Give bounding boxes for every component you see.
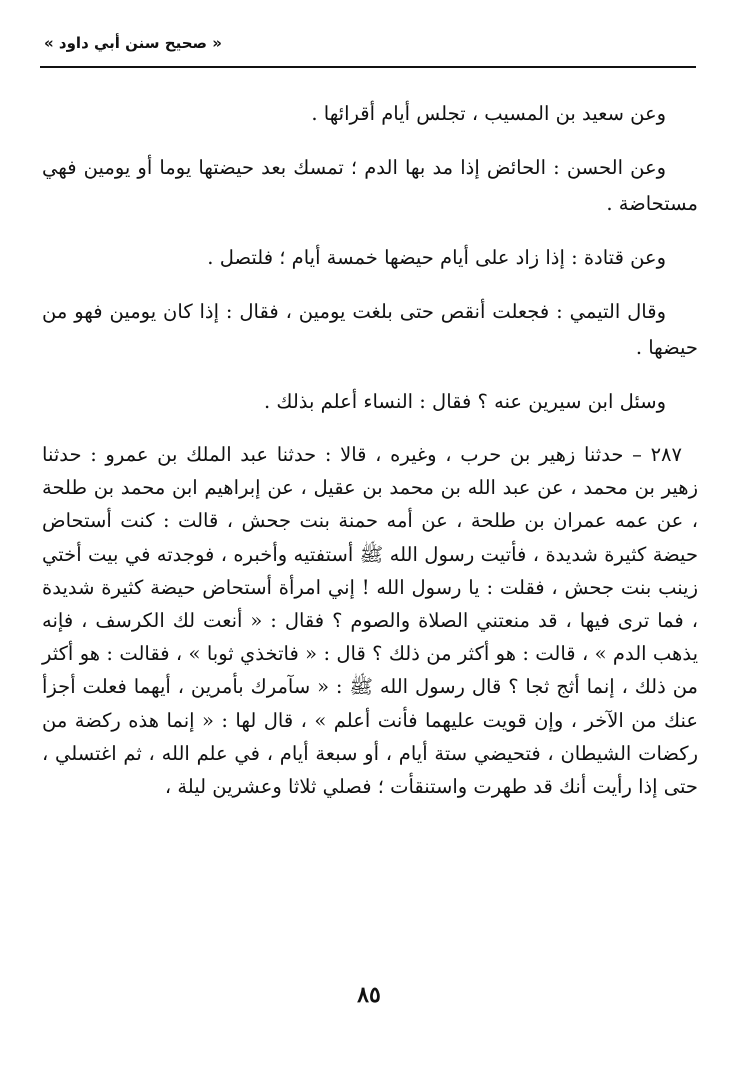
running-head: « صحيح سنن أبي داود »	[44, 34, 222, 52]
hadith-block	[42, 438, 698, 803]
paragraph-qatada: وعن قتادة : إذا زاد على أيام حيضها خمسة أيام ؛ فلتصل .	[207, 246, 666, 269]
hadith-number: ٢٨٧	[650, 443, 682, 466]
paragraph-hasan: وعن الحسن : الحائض إذا مد بها الدم ؛ تمسك بعد حيضتها يوما أو يومين فهي مستحاضة .	[42, 156, 698, 215]
paragraph-ibn-sirin: وسئل ابن سيرين عنه ؟ فقال : النساء أعلم بذلك .	[264, 390, 666, 413]
hadith-text: حدثنا زهير بن حرب ، وغيره ، قالا : حدثنا عبد الملك بن عمرو : حدثنا زهير بن محمد ، عن عبد الله بن محمد بن عقيل ، عن إبراهيم ابن محمد بن طلحة ، عن عمه عمران بن طلحة ، عن أمه حمنة بنت جحش ، قالت : كنت أستحاض حيضة كثيرة شديدة ، فأتيت رسول الله ﷺ أستفتيه وأخبره ، فوجدته في بيت أختي زينب بنت جحش ، فقلت : يا رسول الله ! إني امرأة أستحاض حيضة كثيرة شديدة ، فما ترى فيها ، قد منعتني الصلاة والصوم ؟ فقال : « أنعت لك الكرسف ، فإنه يذهب الدم » ، قالت : هو أكثر من ذلك ؟ قال : « فاتخذي ثوبا » ، فقالت : هو أكثر من ذلك ، إنما أثج ثجا ؟ قال رسول الله ﷺ : « سآمرك بأمرين ، أيهما فعلت أجزأ عنك من الآخر ، وإن قويت عليهما فأنت أعلم » ، قال لها : « إنما هذه ركضة من ركضات الشيطان ، فتحيضي ستة أيام ، أو سبعة أيام ، في علم الله ، ثم اغتسلي ، حتى إذا رأيت أنك قد طهرت واستنقأت ؛ فصلي ثلاثا وعشرين ليلة ،	[42, 443, 698, 799]
header-rule	[40, 66, 696, 68]
page-body	[42, 96, 698, 803]
page-number: ٨٥	[357, 982, 381, 1008]
hadith-text-paragraph: ٢٨٧ – حدثنا زهير بن حرب ، وغيره ، قالا : حدثنا عبد الملك بن عمرو : حدثنا زهير بن محمد ، عن عبد الله بن محمد بن عقيل ، عن إبراهيم ابن محمد بن طلحة ، عن عمه عمران بن طلحة ، عن أمه حمنة بنت جحش ، قالت : كنت أستحاض حيضة كثيرة شديدة ، فأتيت رسول الله ﷺ أستفتيه وأخبره ، فوجدته في بيت أختي زينب بنت جحش ، فقلت : يا رسول الله ! إني امرأة أستحاض حيضة كثيرة شديدة ، فما ترى فيها ، قد منعتني الصلاة والصوم ؟ فقال : « أنعت لك الكرسف ، فإنه يذهب الدم » ، قالت : هو أكثر من ذلك ؟ قال : « فاتخذي ثوبا » ، فقالت : هو أكثر من ذلك ، إنما أثج ثجا ؟ قال رسول الله ﷺ : « سآمرك بأمرين ، أيهما فعلت أجزأ عنك من الآخر ، وإن قويت عليهما فأنت أعلم » ، قال لها : « إنما هذه ركضة من ركضات الشيطان ، فتحيضي ستة أيام ، أو سبعة أيام ، في علم الله ، ثم اغتسلي ، حتى إذا رأيت أنك قد طهرت واستنقأت ؛ فصلي ثلاثا وعشرين ليلة ،	[42, 443, 698, 799]
paragraph-ibn-musayyib: وعن سعيد بن المسيب ، تجلس أيام أقرائها .	[311, 102, 666, 125]
paragraph-taymi: وقال التيمي : فجعلت أنقص حتى بلغت يومين ، فقال : إذا كان يومين فهو من حيضها .	[42, 300, 698, 359]
